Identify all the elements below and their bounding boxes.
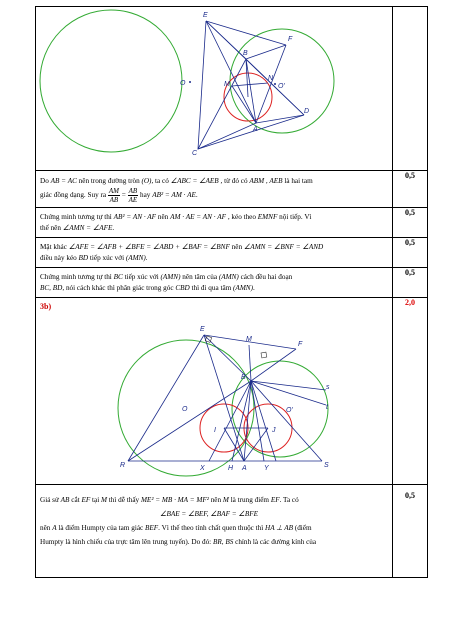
solution-row-1 (36, 171, 428, 208)
fraction-am-ab: $\frac{AM}{AB}$ (108, 187, 119, 204)
geometry-figure-2 (36, 311, 392, 479)
label-r: R (120, 462, 126, 469)
label-m: M (224, 81, 230, 88)
label-c: C (192, 150, 198, 157)
row-2-text: Chứng minh tương tự thì AB² = AN · AF nên AM · AE = AN · AF , kéo theo EMNF nội tiếp. Vì thế nên ∠AMN = ∠AFE. (36, 208, 393, 238)
label-s-big: S (324, 462, 329, 469)
geometry-figure-1 (36, 7, 392, 165)
label-e: E (203, 12, 208, 19)
solution-row-2 (36, 208, 428, 238)
circle-o-prime-2 (232, 361, 328, 457)
label-b: B (243, 50, 248, 57)
score-row-4: 0,5 (393, 268, 428, 298)
figure-row-1 (36, 7, 428, 171)
section-label-3b: 3b) (40, 302, 52, 311)
label-h: H (228, 465, 234, 472)
label-f: F (288, 36, 293, 43)
math-o: (O), (141, 177, 154, 185)
solution-table (35, 6, 428, 578)
math-ab-ac: AB = AC (50, 177, 77, 185)
row-5-figure-cell (36, 298, 393, 485)
label-j: J (272, 427, 276, 434)
score-row-6: 0,5 (393, 485, 428, 578)
label-n: N (268, 75, 274, 82)
score-empty-1 (393, 7, 428, 171)
label-x: X (200, 465, 205, 472)
label-o-2: O (182, 406, 188, 413)
fraction-ab-ae: $\frac{AB}{AE}$ (128, 187, 138, 204)
label-o-prime: O' (278, 83, 285, 90)
row-4-text: Chứng minh tương tự thì BC tiếp xúc với (AMN) nên tâm của (AMN) cách đều hai đoạn BC, BD, nói cách khác thì phân giác trong góc CBD thì đi qua tâm (AMN). (36, 268, 393, 298)
label-d: D (304, 108, 310, 115)
label-t: t (326, 404, 328, 411)
score-row-3: 0,5 (393, 238, 428, 268)
solution-row-4 (36, 268, 428, 298)
label-f-2: F (298, 341, 303, 348)
label-o: O (180, 80, 186, 87)
score-row-5: 2,0 (393, 298, 428, 485)
math-abm-aeb: ABM , AEB (249, 177, 283, 185)
solution-row-3 (36, 238, 428, 268)
label-e-2: E (200, 326, 205, 333)
circle-o-prime (230, 29, 334, 133)
score-row-1: 0,5 (393, 171, 428, 208)
math-ab-squared: AB² = AM · AE (152, 191, 196, 200)
row-3-text: Mặt khác ∠AFE = ∠AFB + ∠BFE = ∠ABD + ∠BAF = ∠BNF nên ∠AMN = ∠BNF = ∠AND điều này kéo BD tiếp xúc với (AMN). (36, 238, 393, 268)
circle-o (40, 10, 182, 152)
row-1-text: Do AB = AC nên trong đường tròn (O), ta có ∠ABC = ∠AEB , từ đó có ABM , AEB là hai tam giác đồng dạng. Suy ra $\frac{AM}{AB}$ = $\frac{AB}{AE}$ hay AB² = AM · AE. (36, 171, 393, 208)
label-a: A (253, 126, 258, 133)
center-dot-o (189, 81, 191, 83)
solution-row-5 (36, 298, 428, 485)
figure-1-cell (36, 7, 393, 171)
label-m-2: M (246, 336, 252, 343)
label-a-2: A (242, 465, 247, 472)
score-row-2: 0,5 (393, 208, 428, 238)
label-b-2: B (241, 374, 246, 381)
label-i: I (214, 427, 216, 434)
label-s-small: s (326, 384, 330, 391)
label-y: Y (264, 465, 269, 472)
solution-row-6 (36, 485, 428, 578)
math-angle-abc: ∠ABC = ∠AEB (170, 177, 219, 185)
right-angle-mark-2 (261, 352, 267, 358)
row-6-text: Giả sử AB cắt EF tại M thì dễ thấy ME² = MB · MA = MF² nên M là trung điểm EF. Ta có ∠BAE = ∠BEF, ∠BAF = ∠BFE nên A là điểm Humpty của tam giác BEF. Vì thế theo tính chất quen thuộc thì HA ⊥ AB (điểm Humpty là hình chiếu của trực tâm lên trung tuyến). Do đó: BR, BS chính là các đường kính của (36, 485, 393, 578)
label-o-prime-2: O' (286, 407, 293, 414)
center-dot-o-prime (274, 83, 276, 85)
